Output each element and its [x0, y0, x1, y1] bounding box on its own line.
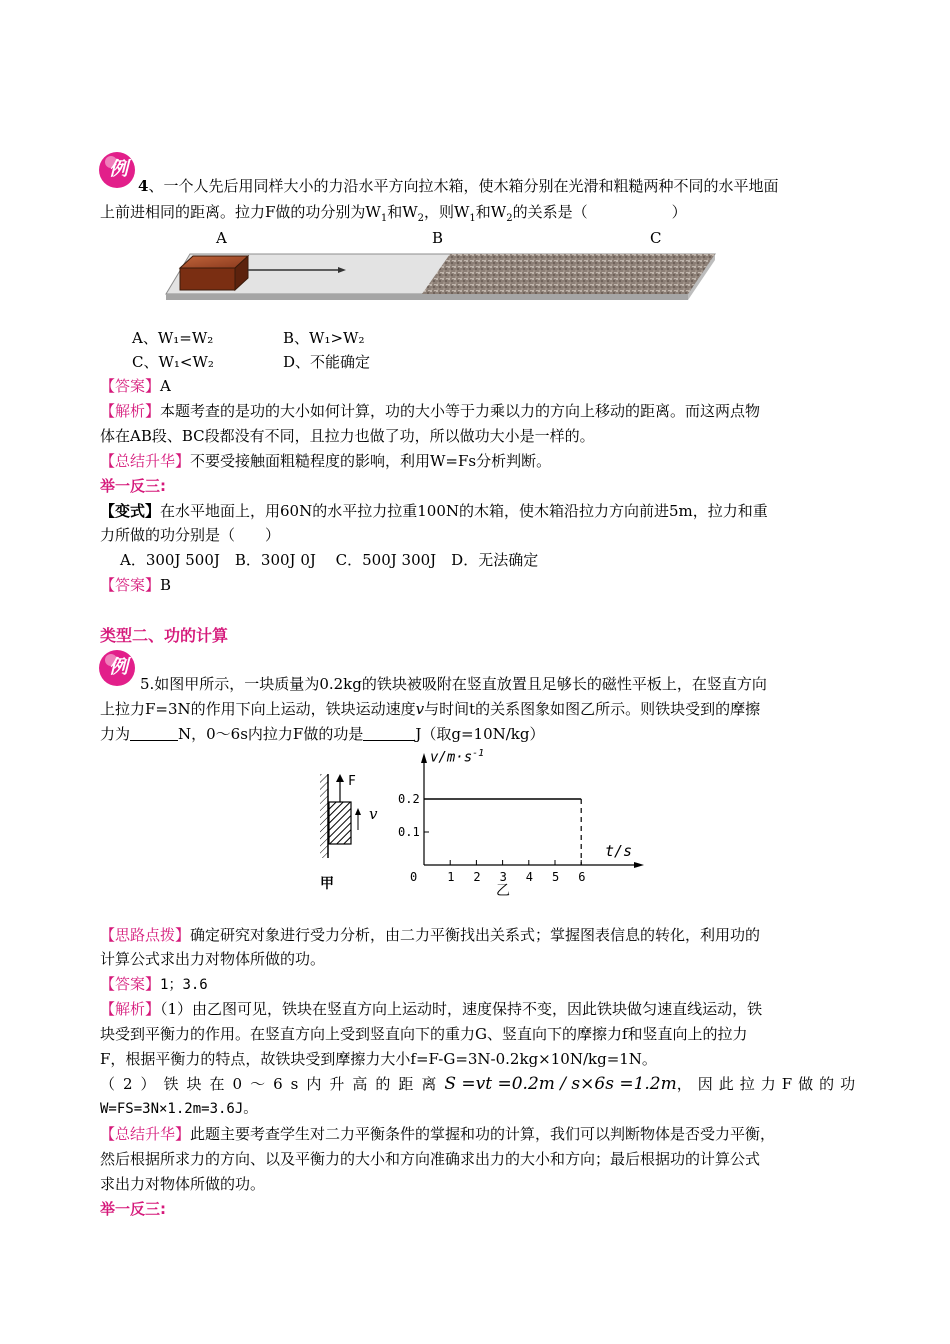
q5-analysis-3: F，根据平衡力的特点，故铁块受到摩擦力大小f=F-G=3N-0.2kg×10N/kg=1N。: [100, 1050, 657, 1068]
label-b: B: [432, 229, 444, 247]
q4-variant-answer: 【答案】B: [100, 576, 172, 594]
label-c: C: [650, 229, 662, 247]
x-axis-arrow: [634, 862, 644, 868]
q5-hint-1: 【思路点拨】确定研究对象进行受力分析，由二力平衡找出关系式；掌握图表信息的转化，利用功的: [100, 926, 761, 944]
q4-answer: 【答案】A: [100, 377, 171, 395]
q5-analysis-2: 块受到平衡力的作用。在竖直方向上受到竖直向下的重力G、竖直向下的摩擦力f和竖直向上的拉力: [100, 1025, 748, 1043]
q4-option-d: D、不能确定: [283, 353, 371, 371]
section-title: 类型二、功的计算: [100, 626, 229, 645]
q5-summary-3: 求出力对物体所做的功。: [100, 1175, 266, 1193]
q4-more-heading: 举一反三:: [100, 477, 166, 495]
formula: S =vt =0.2m / s×6s =1.2m: [444, 1074, 677, 1094]
blank-work[interactable]: [363, 724, 415, 741]
q5-more-heading: 举一反三:: [100, 1200, 166, 1218]
q5-summary-1: 【总结升华】此题主要考查学生对二力平衡条件的掌握和功的计算，我们可以判断物体是否受力平衡，: [100, 1125, 776, 1143]
q5-analysis-5: W=FS=3N×1.2m=3.6J。: [100, 1101, 258, 1117]
chart-ylabel: $v/m\cdot s^{-1}$: [430, 748, 485, 766]
q5-hint-2: 计算公式求出力对物体所做的功。: [100, 950, 326, 968]
x-tick-label-1: 1: [447, 870, 455, 884]
fig-jia-label: 甲: [320, 876, 334, 892]
q4-line1: 4、一个人先后用同样大小的力沿水平方向拉木箱，使木箱分别在光滑和粗糙两种不同的水平地面: [138, 177, 779, 195]
q4-analysis-2: 体在AB段、BC段都没有不同，且拉力也做了功，所以做功大小是一样的。: [100, 427, 595, 445]
q5-line1: 5.如图甲所示，一块质量为0.2kg的铁块被吸附在竖直放置且足够长的磁性平板上，在竖直方向: [140, 675, 767, 693]
y-tick-label-0.2: 0.2: [398, 792, 420, 806]
q4-variant-options: A．300J 500J B．300J 0J C．500J 300J D．无法确定: [120, 551, 539, 569]
example-badge-icon-2: 例: [97, 648, 137, 688]
fig-yi-label: 乙: [496, 883, 510, 899]
q5-line3: 力为 N，0～6s内拉力F做的功是 J（取g=10N/kg）: [100, 725, 545, 743]
example-badge-icon: 例: [97, 150, 137, 190]
x-tick-label-3: 3: [499, 870, 507, 884]
q4-variant-2: 力所做的功分别是（ ）: [100, 526, 281, 544]
label-a: A: [216, 229, 227, 247]
q4-option-a: A、W₁=W₂: [132, 329, 214, 347]
q5-answer: 【答案】1；3.6: [100, 975, 208, 993]
x-tick-label-4: 4: [525, 870, 534, 884]
q4-option-b: B、W₁>W₂: [283, 329, 365, 347]
q5-summary-2: 然后根据所求力的方向、以及平衡力的大小和方向准确求出力的大小和方向；最后根据功的计算公式: [100, 1150, 761, 1168]
fig-jia-F: F: [348, 774, 356, 789]
chart-xlabel: t/s: [605, 842, 633, 860]
plank-figure: [160, 248, 730, 306]
q4-option-c: C、W₁<W₂: [132, 353, 214, 371]
x-tick-label-2: 2: [473, 870, 481, 884]
q4-variant-1: 【变式】在水平地面上，用60N的水平拉力拉重100N的木箱，使木箱沿拉力方向前进5m，拉力和重: [100, 502, 768, 520]
blank-friction[interactable]: [130, 724, 178, 741]
q5-analysis-1: 【解析】（1）由乙图可见，铁块在竖直方向上运动时，速度保持不变，因此铁块做匀速直线运动，铁: [100, 1000, 763, 1018]
q4-analysis-1: 【解析】本题考查的是功的大小如何计算，功的大小等于力乘以力的方向上移动的距离。而这两点物: [100, 402, 761, 420]
x-tick-label-5: 5: [552, 870, 560, 884]
q4-line2: 上前进相同的距离。拉力F做的功分别为$W_1$和$W_2$，则$W_1$和$W_2$的关系是（ ）: [100, 203, 687, 224]
x-tick-label-6: 6: [578, 870, 586, 884]
y-axis-arrow: [421, 753, 427, 763]
x-tick-label-0: 0: [410, 870, 418, 884]
q5-analysis-4: （2）铁块在0～6s内升高的距离 S =vt =0.2m / s×6s =1.2m ，因此拉力F做的功: [100, 1074, 862, 1094]
fig-jia-v: v: [369, 805, 378, 823]
q4-summary: 【总结升华】不要受接触面粗糙程度的影响，利用W=Fs分析判断。: [100, 452, 552, 470]
q5-line2: 上拉力F=3N的作用下向上运动，铁块运动速度v与时间t的关系图象如图乙所示。则铁块受到的摩擦: [100, 700, 761, 718]
figure-yi-chart: [390, 745, 650, 900]
y-tick-label-0.1: 0.1: [398, 825, 420, 839]
